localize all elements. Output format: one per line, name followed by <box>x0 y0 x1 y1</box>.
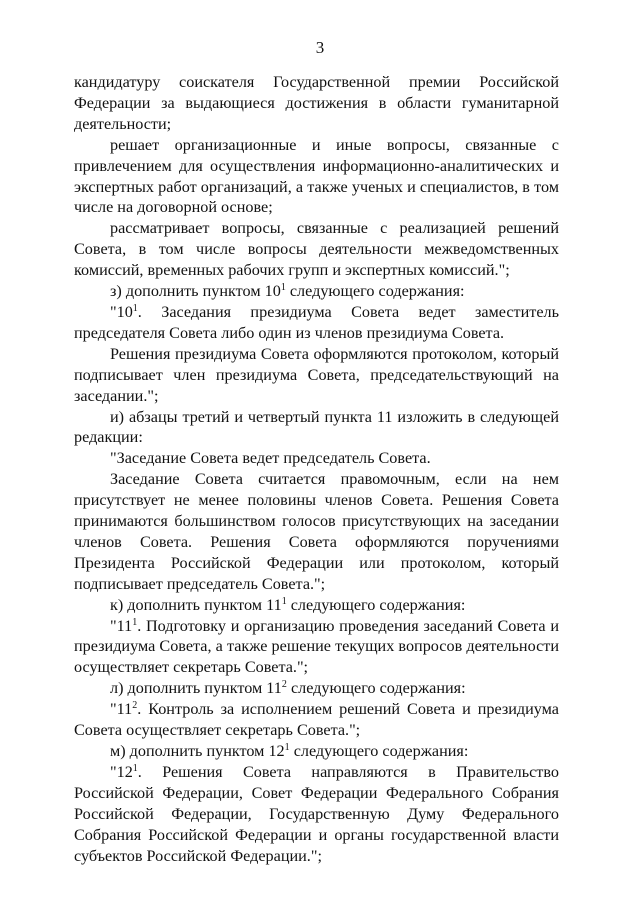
text-run: решает организационные и иные вопросы, связанные с привлечением для осуществления информационно-аналитических и экспертных работ организаций, а также ученых и специалистов, в том числе на договорной основе; <box>74 135 559 217</box>
paragraph <box>74 218 559 281</box>
superscript: 1 <box>281 595 287 607</box>
text-run: "12 <box>110 762 133 781</box>
paragraph <box>74 407 559 449</box>
paragraph <box>74 344 559 407</box>
paragraph <box>74 281 559 302</box>
text-run: м) дополнить пунктом 12 <box>110 742 285 760</box>
paragraph <box>74 699 559 741</box>
text-run: кандидатуру соискателя Государственной премии Российской Федерации за выдающиеся достижения в области гуманитарной деятельности; <box>74 73 559 133</box>
paragraph <box>74 595 559 616</box>
paragraph <box>74 616 559 679</box>
text-run: следующего содержания: <box>286 679 466 698</box>
text-run: . Заседания президиума Совета ведет заместитель председателя Совета либо один из членов президиума Совета. <box>74 302 559 342</box>
text-run: к) дополнить пунктом 11 <box>110 595 282 614</box>
paragraph <box>74 448 559 469</box>
text-run: и) абзацы третий и четвертый пункта 11 изложить в следующей редакции: <box>74 407 559 447</box>
text-run: следующего содержания: <box>285 282 465 301</box>
superscript: 1 <box>284 742 290 753</box>
paragraph <box>74 72 559 135</box>
text-run: Решения президиума Совета оформляются протоколом, который подписывает член президиума Совета, председательствующий на заседании."; <box>74 344 559 405</box>
document-body <box>74 72 559 866</box>
paragraph <box>74 678 559 699</box>
paragraph <box>74 762 559 867</box>
text-run: "11 <box>110 616 133 635</box>
paragraph <box>74 135 559 219</box>
superscript: 2 <box>132 700 138 712</box>
text-run: . Подготовку и организацию проведения заседаний Совета и президиума Совета, а также решение текущих вопросов деятельности осуществляет секретарь Совета."; <box>74 616 559 677</box>
paragraph <box>74 741 559 762</box>
text-run: следующего содержания: <box>286 595 466 614</box>
text-run: "Заседание Совета ведет председатель Совета. <box>110 449 431 468</box>
text-run: л) дополнить пунктом 11 <box>110 679 282 698</box>
text-run: Заседание Совета считается правомочным, если на нем присутствует не менее половины членов Совета. Решения Совета принимаются большинством голосов присутствующих на заседании членов Совета. Решения Совета оформляются поручениями Президента Российской Федерации или протоколом, который подписывает председатель Совета."; <box>74 470 559 593</box>
text-run: "10 <box>110 302 133 321</box>
superscript: 2 <box>281 679 287 691</box>
text-run: следующего содержания: <box>289 742 469 760</box>
text-run: рассматривает вопросы, связанные с реализацией решений Совета, в том числе вопросы деятельности межведомственных комиссий, временных рабочих групп и экспертных комиссий."; <box>74 219 559 280</box>
text-run: . Контроль за исполнением решений Совета и президиума Совета осуществляет секретарь Совета."; <box>74 700 559 740</box>
text-run: з) дополнить пунктом 10 <box>110 282 281 301</box>
superscript: 1 <box>132 302 138 314</box>
paragraph <box>74 302 559 344</box>
superscript: 1 <box>280 282 286 294</box>
superscript: 1 <box>132 616 138 628</box>
superscript: 1 <box>132 762 138 774</box>
text-run: . Решения Совета направляются в Правительство Российской Федерации, Совет Федерации Федерального Собрания Российской Федерации, Государственную Думу Федерального Собрания Российской Федерации и органы государственной власти субъектов Российской Федерации."; <box>74 762 559 865</box>
page-number: 3 <box>315 38 325 57</box>
paragraph <box>74 469 559 594</box>
text-run: "11 <box>110 700 133 719</box>
